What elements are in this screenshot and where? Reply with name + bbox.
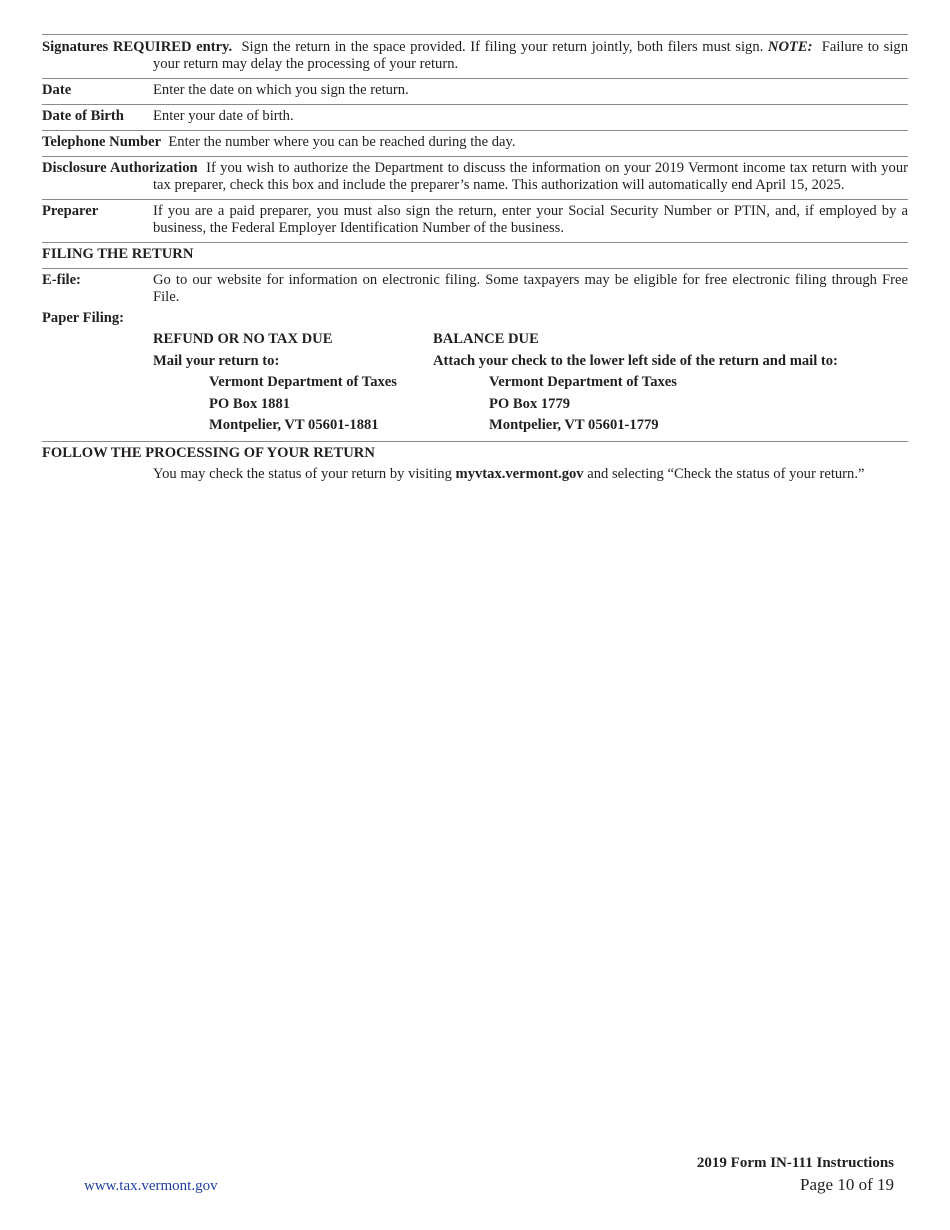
- page-number: Page 10 of 19: [800, 1175, 894, 1194]
- refund-address-line3: Montpelier, VT 05601-1881: [209, 417, 379, 433]
- telephone-section: [42, 130, 908, 156]
- preparer-section: [42, 199, 908, 242]
- preparer-text: If you are a paid preparer, you must also sign the return, enter your Social Security Number or PTIN, and, if employed by a business, the Federal Employer Identification Number of the business.: [153, 203, 908, 236]
- follow-heading: FOLLOW THE PROCESSING OF YOUR RETURN: [42, 444, 375, 461]
- refund-address-line1: Vermont Department of Taxes: [209, 374, 397, 390]
- signatures-label: Signatures REQUIRED entry.: [42, 39, 233, 55]
- refund-column: [153, 331, 433, 439]
- refund-instruction: Mail your return to:: [153, 352, 280, 369]
- efile-label: E-file:: [42, 272, 81, 288]
- balance-address-line2: PO Box 1779: [489, 395, 571, 412]
- paper-filing-label: Paper Filing:: [42, 310, 125, 326]
- note-text: Failure to sign your return may delay the processing of your return.: [153, 39, 908, 72]
- balance-address-line3: Montpelier, VT 05601-1779: [489, 417, 659, 433]
- note-label: NOTE:: [767, 39, 813, 55]
- balance-column: [433, 331, 908, 439]
- date-section: [42, 78, 908, 104]
- myvtax-link[interactable]: myvtax.vermont.gov: [455, 465, 584, 482]
- telephone-label: Telephone Number: [42, 134, 162, 150]
- disclosure-label: Disclosure Authorization: [42, 160, 198, 176]
- date-text: Enter the date on which you sign the return.: [153, 82, 409, 98]
- refund-heading: REFUND OR NO TAX DUE: [153, 331, 333, 347]
- filing-section: [42, 242, 908, 268]
- refund-address-line2: PO Box 1881: [209, 395, 291, 412]
- form-title: 2019 Form IN-111 Instructions: [696, 1155, 894, 1171]
- telephone-text: Enter the number where you can be reached during the day.: [168, 134, 516, 150]
- preparer-label: Preparer: [42, 203, 99, 219]
- balance-heading: BALANCE DUE: [433, 331, 539, 347]
- dob-text: Enter your date of birth.: [153, 108, 294, 124]
- efile-text: Go to our website for information on electronic filing. Some taxpayers may be eligible for free electronic filing through Free File.: [153, 272, 908, 305]
- mailing-addresses: [42, 331, 908, 439]
- balance-address-line1: Vermont Department of Taxes: [489, 374, 677, 390]
- follow-section: [42, 441, 908, 488]
- balance-instruction: Attach your check to the lower left side of the return and mail to:: [433, 352, 838, 369]
- disclosure-text: If you wish to authorize the Department to discuss the information on your 2019 Vermont income tax return with your tax preparer, check this box and include the preparer’s name. This authorization will automatically end April 15, 2025.: [153, 160, 908, 193]
- instructions-page: [42, 34, 908, 488]
- dob-label: Date of Birth: [42, 108, 124, 124]
- signatures-text: Sign the return in the space provided. If filing your return jointly, both filers must sign.: [241, 39, 764, 55]
- dob-section: [42, 104, 908, 130]
- website-link[interactable]: www.tax.vermont.gov: [84, 1178, 218, 1194]
- signatures-section: [42, 34, 908, 78]
- follow-text: You may check the status of your return by visiting myvtax.vermont.gov and selecting “Check the status of your return.”: [153, 465, 865, 482]
- date-label: Date: [42, 82, 72, 98]
- efile-section: [42, 268, 908, 441]
- filing-heading: FILING THE RETURN: [42, 246, 194, 262]
- disclosure-section: [42, 156, 908, 199]
